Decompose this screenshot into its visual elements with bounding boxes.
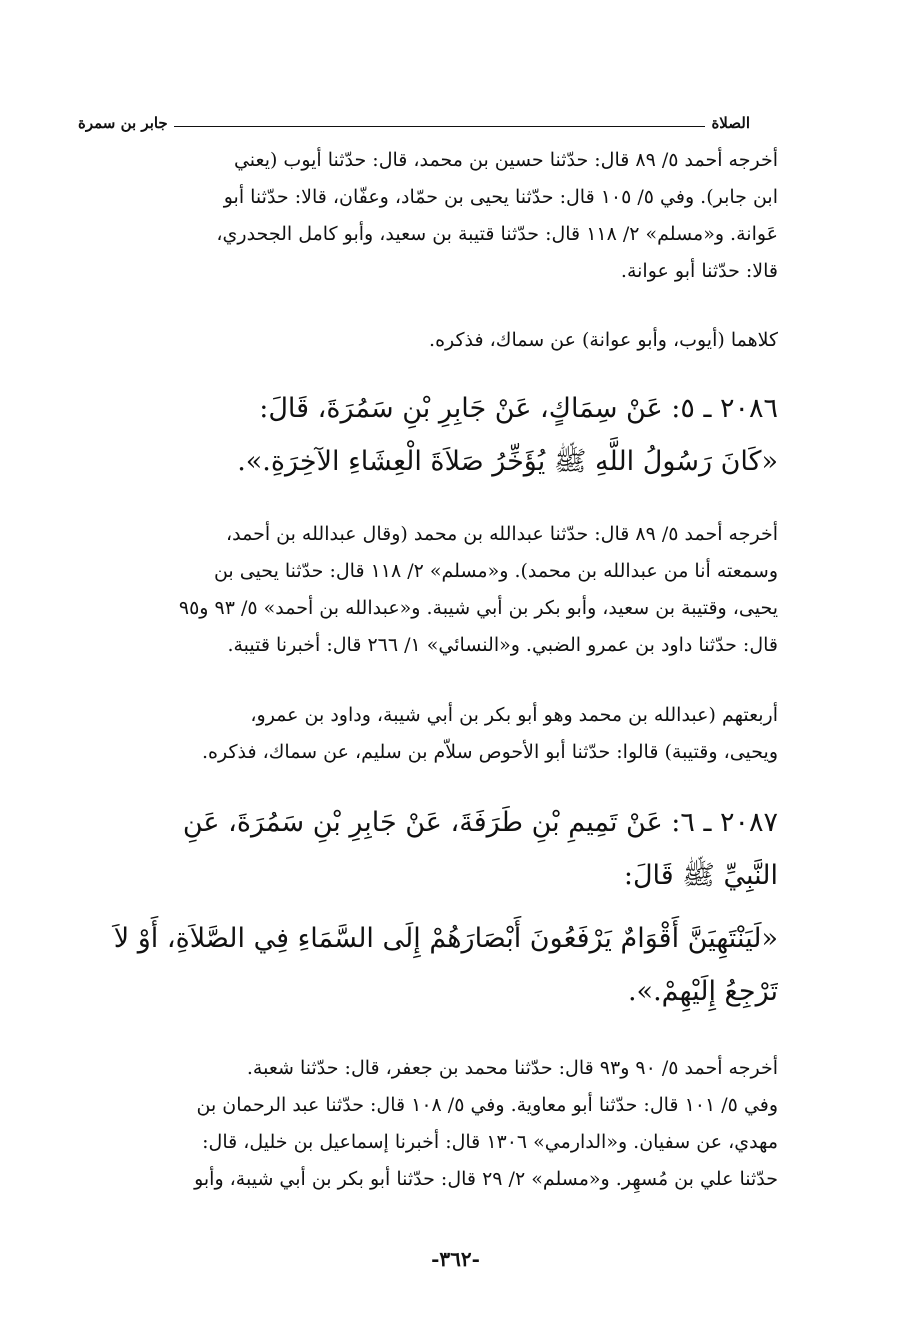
text-line: يحيى، وقتيبة بن سعيد، وأبو بكر بن أبي شيبة. و«عبدالله بن أحمد» ٥/ ٩٣ و٩٥	[178, 597, 778, 619]
header-chapter: الصلاة	[711, 114, 750, 132]
text-line: أربعتهم (عبدالله بن محمد وهو أبو بكر بن أبي شيبة، وداود بن عمرو،	[250, 704, 778, 726]
text-line: قالا: حدّثنا أبو عوانة.	[620, 260, 778, 282]
text-line: وفي ٥/ ١٠١ قال: حدّثنا أبو معاوية. وفي ٥/ ١٠٨ قال: حدّثنا عبد الرحمان بن	[196, 1094, 778, 1116]
hadith-matn-line: «لَيَنْتَهِيَنَّ أَقْوَامٌ يَرْفَعُونَ أَبْصَارَهُمْ إِلَى السَّمَاءِ فِي الصَّلاَةِ، أَوْ لاَ	[113, 923, 778, 954]
running-header	[78, 108, 750, 132]
text-line: وسمعته أنا من عبدالله بن محمد). و«مسلم» ٢/ ١١٨ قال: حدّثنا يحيى بن	[213, 560, 778, 582]
takhrij-paragraph	[74, 1050, 778, 1198]
text-line: ابن جابر). وفي ٥/ ١٠٥ قال: حدّثنا يحيى بن حمّاد، وعفّان، قالا: حدّثنا أبو	[223, 186, 778, 208]
text-line: قال: حدّثنا داود بن عمرو الضبي. و«النسائي» ١/ ٢٦٦ قال: أخبرنا قتيبة.	[227, 634, 778, 656]
text-line: عَوانة. و«مسلم» ٢/ ١١٨ قال: حدّثنا قتيبة بن سعيد، وأبو كامل الجحدري،	[216, 223, 778, 245]
header-narrator: جابر بن سمرة	[78, 114, 168, 132]
text-line: أخرجه أحمد ٥/ ٨٩ قال: حدّثنا حسين بن محمد، قال: حدّثنا أيوب (يعني	[233, 149, 778, 171]
text-line: أخرجه أحمد ٥/ ٨٩ قال: حدّثنا عبدالله بن محمد (وقال عبدالله بن أحمد،	[225, 523, 778, 545]
text-line: مهدي، عن سفيان. و«الدارمي» ١٣٠٦ قال: أخبرنا إسماعيل بن خليل، قال:	[202, 1131, 778, 1153]
hadith-2087-matn	[74, 912, 778, 1018]
summary-paragraph	[74, 697, 778, 771]
hadith-isnad-line: النَّبِيِّ ﷺ قَالَ:	[623, 860, 778, 891]
hadith-2086	[74, 382, 778, 488]
page-number: -٣٦٢-	[431, 1247, 480, 1271]
takhrij-paragraph	[74, 516, 778, 664]
hadith-isnad-line: ٢٠٨٧ ـ ٦: عَنْ تَمِيمِ بْنِ طَرَفَةَ، عَنْ جَابِرِ بْنِ سَمُرَةَ، عَنِ	[182, 807, 778, 838]
text-line: ويحيى، وقتيبة) قالوا: حدّثنا أبو الأحوص سلاّم بن سليم، عن سماك، فذكره.	[202, 741, 778, 763]
text-line: حدّثنا علي بن مُسهِر. و«مسلم» ٢/ ٢٩ قال: حدّثنا أبو بكر بن أبي شيبة، وأبو	[194, 1168, 778, 1190]
summary-paragraph	[74, 322, 778, 359]
text-line: كلاهما (أيوب، وأبو عوانة) عن سماك، فذكره.	[429, 329, 778, 351]
text-line: أخرجه أحمد ٥/ ٩٠ و٩٣ قال: حدّثنا محمد بن جعفر، قال: حدّثنا شعبة.	[246, 1057, 778, 1079]
hadith-2087	[74, 796, 778, 902]
hadith-matn-line: تَرْجِعُ إِلَيْهِمْ.».	[627, 976, 778, 1007]
header-rule	[174, 126, 706, 127]
hadith-matn-line: «كَانَ رَسُولُ اللَّهِ ﷺ يُؤَخِّرُ صَلاَةَ الْعِشَاءِ الآخِرَةِ.».	[237, 446, 778, 477]
hadith-isnad-line: ٢٠٨٦ ـ ٥: عَنْ سِمَاكٍ، عَنْ جَابِرِ بْنِ سَمُرَةَ، قَالَ:	[259, 393, 778, 424]
takhrij-paragraph	[74, 142, 778, 290]
